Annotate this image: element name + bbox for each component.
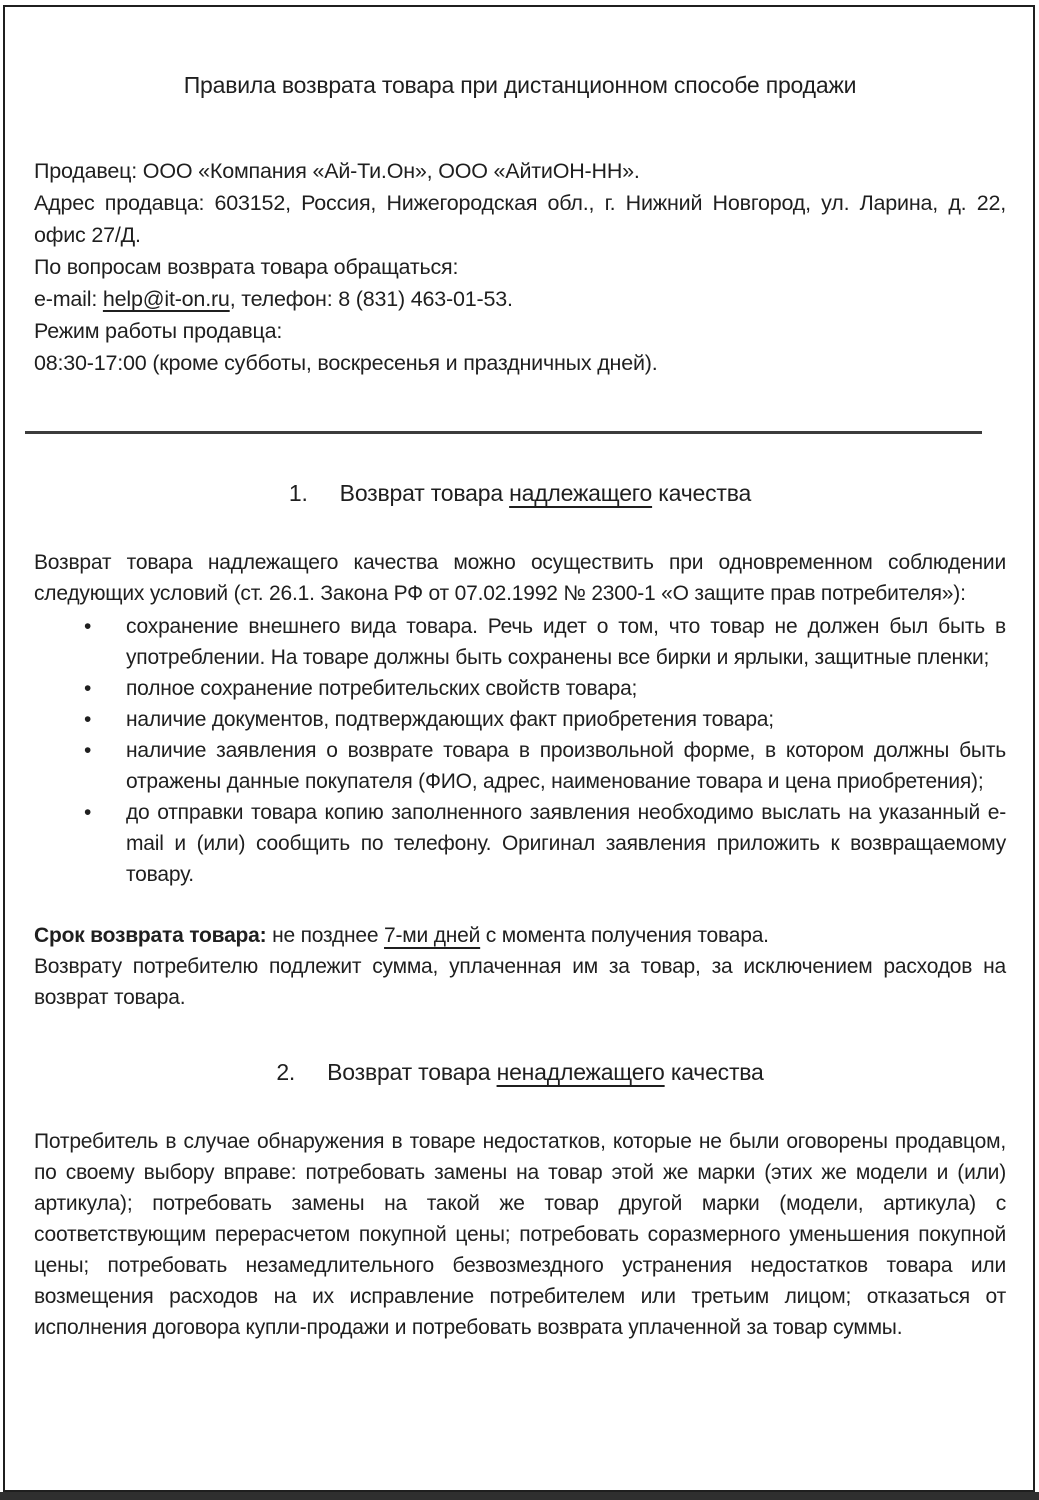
section-1-number: 1. xyxy=(288,480,308,506)
section-1-title-prefix: Возврат товара xyxy=(339,480,510,506)
bullet-item xyxy=(34,704,1006,735)
page-bottom-edge xyxy=(0,1492,1039,1500)
bullet-icon: • xyxy=(84,708,92,731)
deadline-label: Срок возврата товара: xyxy=(34,924,267,947)
seller-names-line: Продавец: ООО «Компания «Ай-Ти.Он», ООО «АйтиОН-НН». xyxy=(34,159,640,183)
section-1-title-underlined: надлежащего xyxy=(509,480,653,506)
bullet-icon: • xyxy=(84,615,92,638)
bullet-text: наличие документов, подтверждающих факт приобретения товара; xyxy=(126,708,774,731)
conditions-bullet-list xyxy=(34,611,1006,890)
section-2-title-prefix: Возврат товара xyxy=(327,1059,497,1085)
bullet-text: сохранение внешнего вида товара. Речь идет о том, что товар не должен был быть в употреблении. На товаре должны быть сохранены все бирки и ярлыки, защитные пленки; xyxy=(126,615,1006,669)
seller-info-block xyxy=(34,155,1006,379)
section-1-title-suffix: качества xyxy=(652,480,752,506)
deadline-suffix-text: с момента получения товара. xyxy=(480,924,769,947)
section-2-number: 2. xyxy=(276,1059,296,1085)
bullet-text: наличие заявления о возврате товара в произвольной форме, в котором должны быть отражены данные покупателя (ФИО, адрес, наименование товара и цена приобретения); xyxy=(126,739,1006,793)
bullet-item xyxy=(34,611,1006,673)
deadline-underlined: 7-ми дней xyxy=(384,924,481,947)
refund-note-paragraph: Возврату потребителю подлежит сумма, уплаченная им за товар, за исключением расходов на возврат товара. xyxy=(34,955,1006,1009)
bullet-item xyxy=(34,797,1006,890)
bullet-icon: • xyxy=(84,801,92,824)
bullet-icon: • xyxy=(84,677,92,700)
phone-text: , телефон: 8 (831) 463-01-53. xyxy=(229,287,513,311)
page-title: Правила возврата товара при дистанционном способе продажи xyxy=(183,72,857,98)
document-page xyxy=(34,72,1006,1343)
bullet-icon: • xyxy=(84,739,92,762)
contact-intro-line: По вопросам возврата товара обращаться: xyxy=(34,255,459,279)
section-1-heading xyxy=(34,480,1006,507)
section-2-title-suffix: качества xyxy=(664,1059,764,1085)
email-label: e-mail: xyxy=(34,287,103,311)
email-link[interactable]: help@it-on.ru xyxy=(102,287,230,311)
bullet-text: полное сохранение потребительских свойств товара; xyxy=(126,677,638,700)
contact-details-line xyxy=(34,283,1006,315)
seller-address-line: Адрес продавца: 603152, Россия, Нижегородская обл., г. Нижний Новгород, ул. Ларина, д. 22, офис 27/Д. xyxy=(34,191,1006,247)
deadline-mid-text: не позднее xyxy=(266,924,385,947)
working-hours-label: Режим работы продавца: xyxy=(34,319,283,343)
bullet-item xyxy=(34,735,1006,797)
section-2-body-paragraph: Потребитель в случае обнаружения в товаре недостатков, которые не были оговорены продавцом, по своему выбору вправе: потребовать замены на товар этой же марки (этих же модели и (или) артикула); потребовать замены на такой же товар другой марки (модели, артикула) с соответствующим перерасчетом покупной цены; потребовать соразмерного уменьшения покупной цены; потребовать незамедлительного безвозмездного устранения недостатков товара или возмещения расходов на их исправление потребителем или третьим лицом; отказаться от исполнения договора купли-продажи и потребовать возврата уплаченной за товар суммы. xyxy=(34,1130,1006,1339)
section-1-intro-paragraph: Возврат товара надлежащего качества можно осуществить при одновременном соблюдении следующих условий (ст. 26.1. Закона РФ от 07.02.1992 № 2300-1 «О защите прав потребителя»): xyxy=(34,551,1006,605)
bullet-item xyxy=(34,673,1006,704)
section-2-title-underlined: ненадлежащего xyxy=(496,1059,665,1085)
working-hours-value: 08:30-17:00 (кроме субботы, воскресенья и праздничных дней). xyxy=(34,351,658,375)
section-divider xyxy=(25,431,982,434)
bullet-text: до отправки товара копию заполненного заявления необходимо выслать на указанный e-mail и (или) сообщить по телефону. Оригинал заявления приложить к возвращаемому товару. xyxy=(126,801,1006,886)
return-deadline-paragraph xyxy=(34,920,1006,951)
section-2-heading xyxy=(34,1059,1006,1086)
